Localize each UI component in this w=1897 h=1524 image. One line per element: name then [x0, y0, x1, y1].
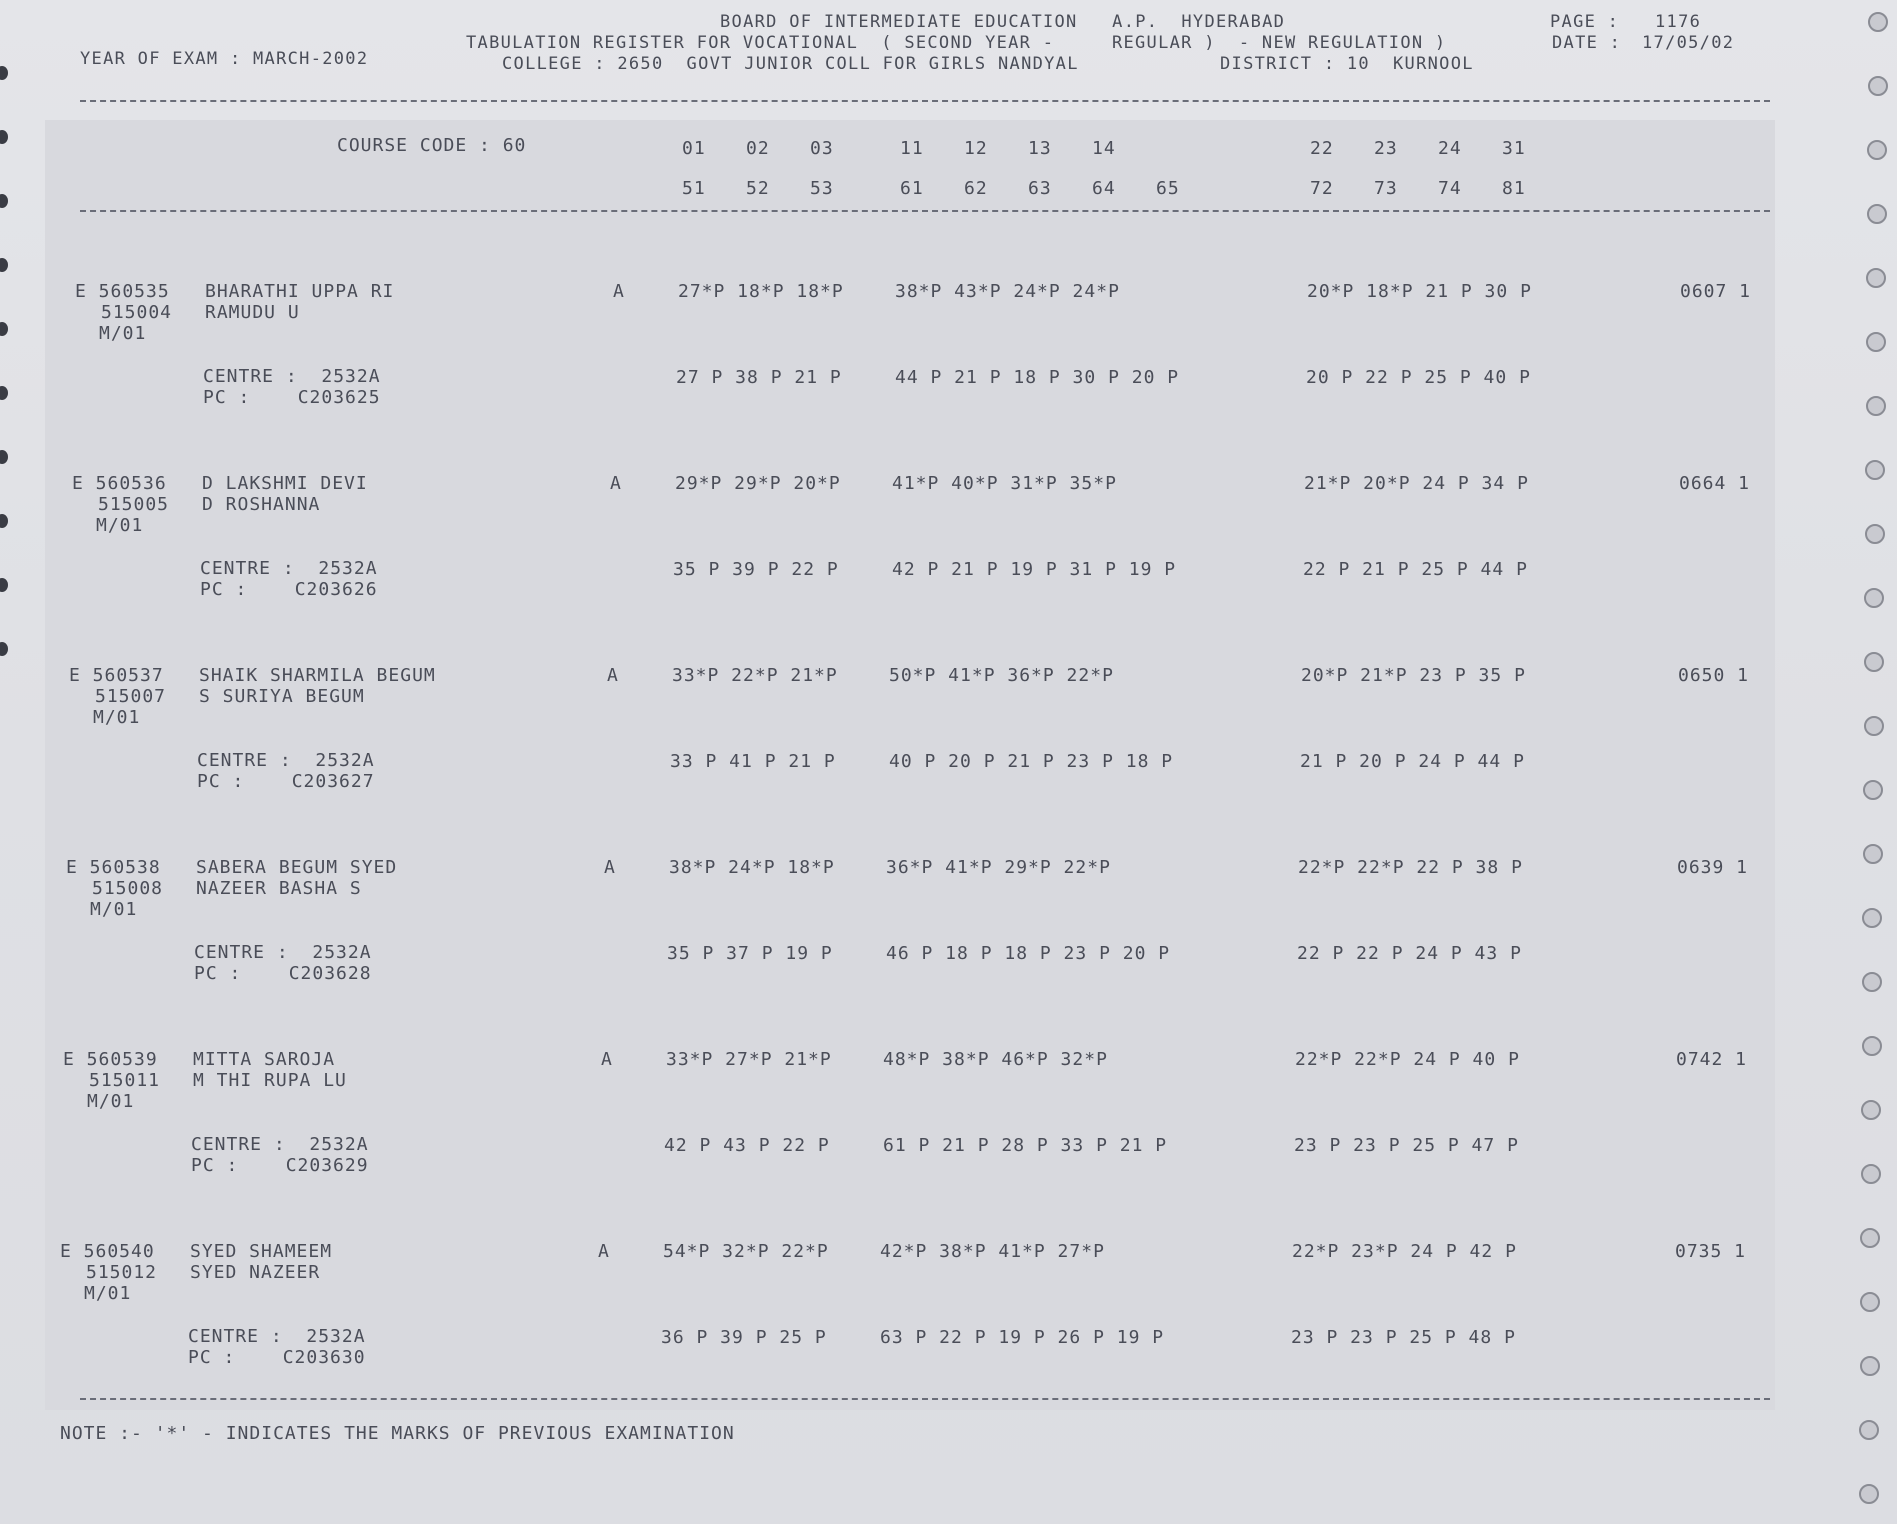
feed-hole — [0, 130, 8, 144]
feed-hole — [1862, 972, 1882, 992]
column-code: 53 — [810, 178, 834, 199]
course-code: COURSE CODE : 60 — [337, 135, 527, 156]
student-name: SABERA BEGUM SYED — [196, 857, 398, 878]
marks-group-1-second: 36 P 39 P 25 P — [661, 1327, 827, 1348]
column-code: 61 — [900, 178, 924, 199]
feed-hole — [1859, 1484, 1879, 1504]
marks-group-3: 22*P 23*P 24 P 42 P — [1292, 1241, 1517, 1262]
feed-hole — [1860, 1292, 1880, 1312]
marks-group-1: 54*P 32*P 22*P — [663, 1241, 829, 1262]
marks-group-3-second: 22 P 22 P 24 P 43 P — [1297, 943, 1522, 964]
column-code: 65 — [1156, 178, 1180, 199]
father-name: S SURIYA BEGUM — [199, 686, 365, 707]
feed-hole — [0, 514, 8, 528]
feed-hole — [1866, 268, 1886, 288]
feed-hole — [0, 258, 8, 272]
pc-code: PC : C203626 — [200, 579, 378, 600]
marks-group-2: 38*P 43*P 24*P 24*P — [895, 281, 1120, 302]
total-marks: 0742 1 — [1676, 1049, 1748, 1070]
total-marks: 0735 1 — [1675, 1241, 1747, 1262]
father-name: SYED NAZEER — [190, 1262, 321, 1283]
marks-group-2: 50*P 41*P 36*P 22*P — [889, 665, 1114, 686]
student-name: D LAKSHMI DEVI — [202, 473, 368, 494]
column-code: 12 — [964, 138, 988, 159]
roll-number: 515005 — [98, 494, 170, 515]
feed-hole — [0, 578, 8, 592]
roll-number: 515004 — [101, 302, 173, 323]
print-date: 17/05/02 — [1642, 33, 1735, 53]
year-of-exam: YEAR OF EXAM : MARCH-2002 — [80, 49, 369, 69]
feed-hole — [1863, 844, 1883, 864]
medium-code: M/01 — [96, 515, 144, 536]
reg-number: E 560539 — [63, 1049, 158, 1070]
column-code: 23 — [1374, 138, 1398, 159]
marks-group-2-second: 46 P 18 P 18 P 23 P 20 P — [886, 943, 1171, 964]
marks-group-1-second: 42 P 43 P 22 P — [664, 1135, 830, 1156]
total-marks: 0607 1 — [1680, 281, 1752, 302]
column-code: 63 — [1028, 178, 1052, 199]
marks-group-3-second: 23 P 23 P 25 P 48 P — [1291, 1327, 1516, 1348]
page-number: 1176 — [1655, 12, 1702, 32]
father-name: D ROSHANNA — [202, 494, 321, 515]
column-code: 14 — [1092, 138, 1116, 159]
footer-divider — [80, 1398, 1770, 1400]
marks-group-3: 22*P 22*P 24 P 40 P — [1295, 1049, 1520, 1070]
column-code: 72 — [1310, 178, 1334, 199]
feed-hole — [1866, 332, 1886, 352]
centre-code: CENTRE : 2532A — [200, 558, 378, 579]
column-code: 64 — [1092, 178, 1116, 199]
marks-group-3-second: 22 P 21 P 25 P 44 P — [1303, 559, 1528, 580]
medium-code: M/01 — [93, 707, 141, 728]
marks-group-1: 33*P 22*P 21*P — [672, 665, 838, 686]
column-code: 13 — [1028, 138, 1052, 159]
column-code: 52 — [746, 178, 770, 199]
reg-number: E 560538 — [66, 857, 161, 878]
marks-group-3: 20*P 21*P 23 P 35 P — [1301, 665, 1526, 686]
student-name: BHARATHI UPPA RI — [205, 281, 395, 302]
marks-group-1-second: 35 P 39 P 22 P — [673, 559, 839, 580]
column-code: 01 — [682, 138, 706, 159]
marks-group-1-second: 27 P 38 P 21 P — [676, 367, 842, 388]
father-name: M THI RUPA LU — [193, 1070, 347, 1091]
centre-code: CENTRE : 2532A — [188, 1326, 366, 1347]
result-status: A — [610, 473, 622, 494]
medium-code: M/01 — [84, 1283, 132, 1304]
marks-group-3: 21*P 20*P 24 P 34 P — [1304, 473, 1529, 494]
pc-code: PC : C203628 — [194, 963, 372, 984]
result-status: A — [601, 1049, 613, 1070]
district-line: DISTRICT : 10 KURNOOL — [1220, 54, 1474, 74]
marks-group-1: 38*P 24*P 18*P — [669, 857, 835, 878]
marks-group-3-second: 23 P 23 P 25 P 47 P — [1294, 1135, 1519, 1156]
board-title: BOARD OF INTERMEDIATE EDUCATION A.P. HYDERABAD — [720, 12, 1286, 32]
feed-hole — [1866, 396, 1886, 416]
pc-code: PC : C203629 — [191, 1155, 369, 1176]
register-title: TABULATION REGISTER FOR VOCATIONAL ( SECOND YEAR - REGULAR ) - NEW REGULATION ) — [466, 33, 1447, 53]
centre-code: CENTRE : 2532A — [197, 750, 375, 771]
medium-code: M/01 — [90, 899, 138, 920]
college-line: COLLEGE : 2650 GOVT JUNIOR COLL FOR GIRLS NANDYAL — [502, 54, 1079, 74]
feed-hole — [1864, 652, 1884, 672]
feed-hole — [1861, 1100, 1881, 1120]
feed-hole — [1860, 1228, 1880, 1248]
student-name: SHAIK SHARMILA BEGUM — [199, 665, 436, 686]
father-name: NAZEER BASHA S — [196, 878, 362, 899]
medium-code: M/01 — [99, 323, 147, 344]
feed-hole — [1862, 1036, 1882, 1056]
marks-group-1: 29*P 29*P 20*P — [675, 473, 841, 494]
father-name: RAMUDU U — [205, 302, 300, 323]
feed-hole — [1865, 524, 1885, 544]
roll-number: 515008 — [92, 878, 164, 899]
column-code: 62 — [964, 178, 988, 199]
roll-number: 515011 — [89, 1070, 161, 1091]
marks-group-3: 22*P 22*P 22 P 38 P — [1298, 857, 1523, 878]
centre-code: CENTRE : 2532A — [194, 942, 372, 963]
feed-hole — [1859, 1420, 1879, 1440]
marks-group-2-second: 63 P 22 P 19 P 26 P 19 P — [880, 1327, 1165, 1348]
marks-group-1: 27*P 18*P 18*P — [678, 281, 844, 302]
feed-hole — [0, 66, 8, 80]
feed-hole — [0, 194, 8, 208]
note: NOTE :- '*' - INDICATES THE MARKS OF PREVIOUS EXAMINATION — [60, 1423, 735, 1444]
marks-group-2-second: 40 P 20 P 21 P 23 P 18 P — [889, 751, 1174, 772]
total-marks: 0650 1 — [1678, 665, 1750, 686]
feed-hole — [1862, 908, 1882, 928]
feed-hole — [1868, 76, 1888, 96]
roll-number: 515007 — [95, 686, 167, 707]
marks-group-1-second: 33 P 41 P 21 P — [670, 751, 836, 772]
column-code: 24 — [1438, 138, 1462, 159]
reg-number: E 560537 — [69, 665, 164, 686]
marks-group-2: 48*P 38*P 46*P 32*P — [883, 1049, 1108, 1070]
feed-hole — [1868, 12, 1888, 32]
column-header-divider — [80, 210, 1770, 212]
feed-hole — [1867, 204, 1887, 224]
column-code: 03 — [810, 138, 834, 159]
pc-code: PC : C203627 — [197, 771, 375, 792]
pc-code: PC : C203625 — [203, 387, 381, 408]
page-label: PAGE : — [1550, 12, 1620, 32]
feed-hole — [1867, 140, 1887, 160]
column-code: 73 — [1374, 178, 1398, 199]
result-status: A — [598, 1241, 610, 1262]
reg-number: E 560536 — [72, 473, 167, 494]
marks-group-2-second: 61 P 21 P 28 P 33 P 21 P — [883, 1135, 1168, 1156]
feed-hole — [1863, 780, 1883, 800]
marks-group-2: 36*P 41*P 29*P 22*P — [886, 857, 1111, 878]
student-name: MITTA SAROJA — [193, 1049, 336, 1070]
pc-code: PC : C203630 — [188, 1347, 366, 1368]
centre-code: CENTRE : 2532A — [191, 1134, 369, 1155]
column-code: 11 — [900, 138, 924, 159]
total-marks: 0639 1 — [1677, 857, 1749, 878]
feed-hole — [1861, 1164, 1881, 1184]
marks-group-3: 20*P 18*P 21 P 30 P — [1307, 281, 1532, 302]
feed-hole — [1865, 460, 1885, 480]
feed-hole — [0, 450, 8, 464]
centre-code: CENTRE : 2532A — [203, 366, 381, 387]
feed-hole — [0, 642, 8, 656]
marks-group-2-second: 44 P 21 P 18 P 30 P 20 P — [895, 367, 1180, 388]
total-marks: 0664 1 — [1679, 473, 1751, 494]
medium-code: M/01 — [87, 1091, 135, 1112]
feed-hole — [1860, 1356, 1880, 1376]
feed-hole — [1864, 588, 1884, 608]
result-status: A — [613, 281, 625, 302]
marks-group-3-second: 21 P 20 P 24 P 44 P — [1300, 751, 1525, 772]
marks-group-3-second: 20 P 22 P 25 P 40 P — [1306, 367, 1531, 388]
marks-group-2: 42*P 38*P 41*P 27*P — [880, 1241, 1105, 1262]
marks-group-1: 33*P 27*P 21*P — [666, 1049, 832, 1070]
feed-hole — [0, 386, 8, 400]
marks-group-2: 41*P 40*P 31*P 35*P — [892, 473, 1117, 494]
marks-group-1-second: 35 P 37 P 19 P — [667, 943, 833, 964]
date-label: DATE : — [1552, 33, 1622, 53]
feed-hole — [1864, 716, 1884, 736]
column-code: 31 — [1502, 138, 1526, 159]
student-name: SYED SHAMEEM — [190, 1241, 333, 1262]
reg-number: E 560535 — [75, 281, 170, 302]
column-code: 22 — [1310, 138, 1334, 159]
column-code: 02 — [746, 138, 770, 159]
result-status: A — [604, 857, 616, 878]
result-status: A — [607, 665, 619, 686]
roll-number: 515012 — [86, 1262, 158, 1283]
reg-number: E 560540 — [60, 1241, 155, 1262]
feed-hole — [0, 322, 8, 336]
marks-group-2-second: 42 P 21 P 19 P 31 P 19 P — [892, 559, 1177, 580]
column-code: 81 — [1502, 178, 1526, 199]
header-divider — [80, 100, 1770, 102]
column-code: 51 — [682, 178, 706, 199]
column-code: 74 — [1438, 178, 1462, 199]
